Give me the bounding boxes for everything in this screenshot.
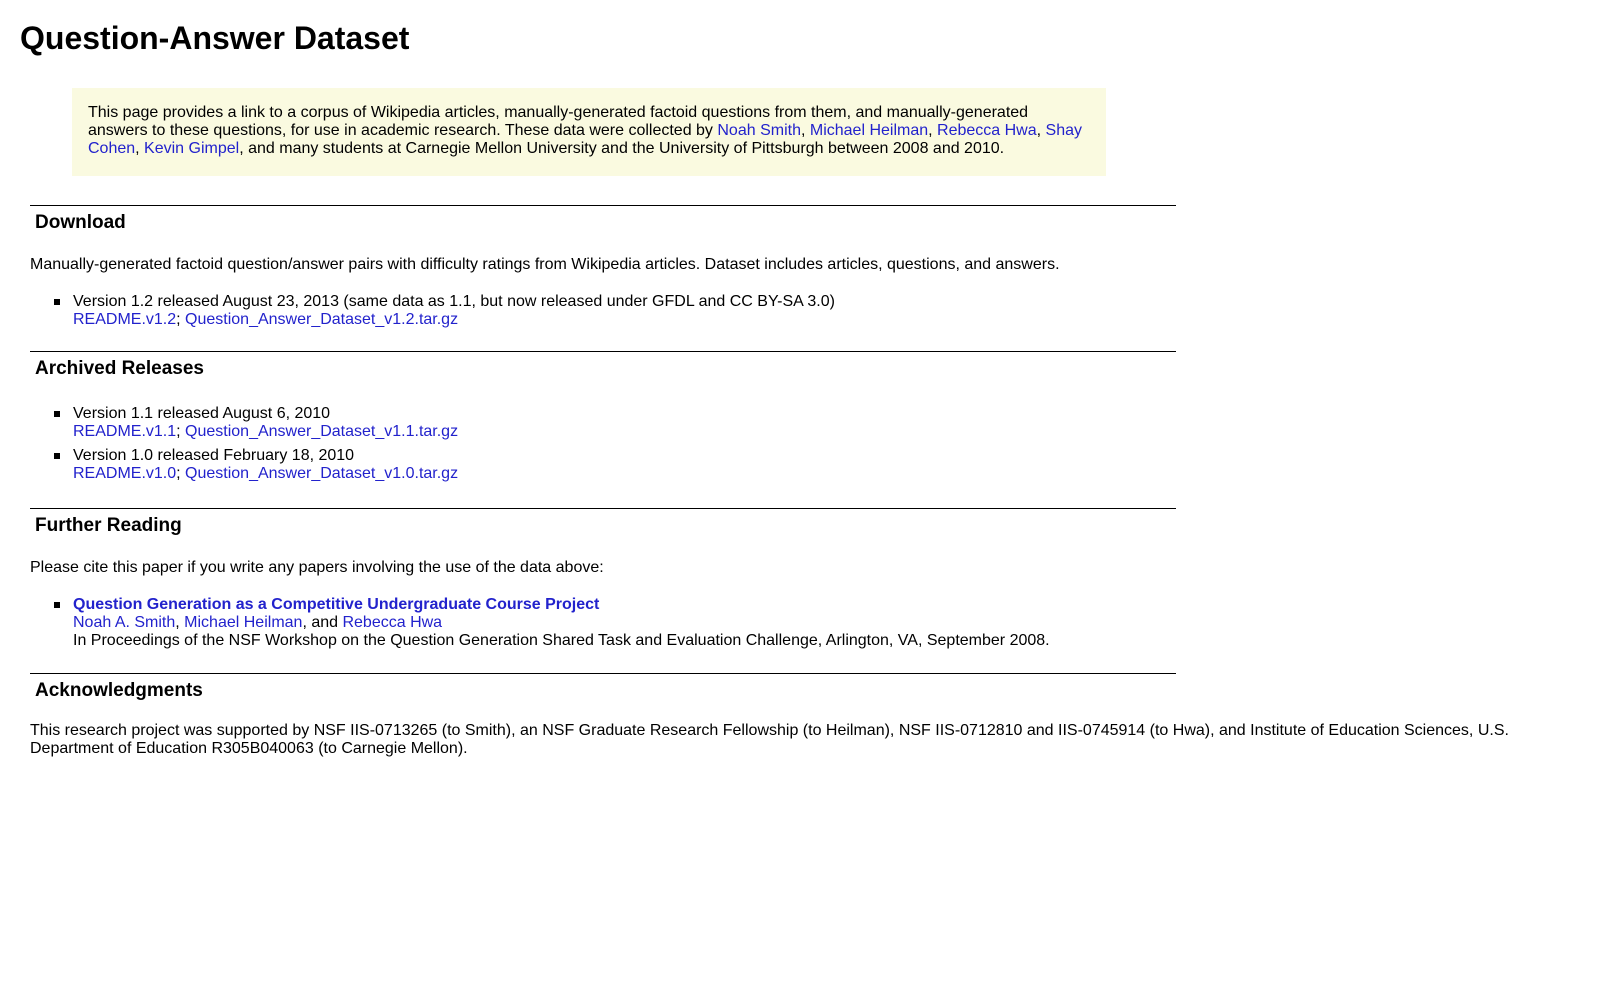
readme-link[interactable]: README.v1.2: [73, 311, 177, 328]
release-label: Version 1.1 released August 6, 2010: [73, 405, 331, 422]
release-label: Version 1.2 released August 23, 2013 (same data as 1.1, but now released under GFDL and CC BY-SA 3.0): [73, 293, 835, 310]
archived-list: [30, 405, 458, 489]
release-links: README.v1.0; Question_Answer_Dataset_v1.0.tar.gz: [73, 465, 459, 482]
paper-author-link[interactable]: Rebecca Hwa: [342, 614, 443, 631]
paper-title-line: [73, 596, 1050, 614]
list-item: [30, 596, 1050, 650]
intro-text-after: , and many students at Carnegie Mellon University and the University of Pittsburgh between 2008 and 2010.: [239, 140, 1005, 157]
download-heading: Download: [35, 212, 126, 233]
paper-venue: In Proceedings of the NSF Workshop on the Question Generation Shared Task and Evaluation Challenge, Arlington, VA, September 2008.: [73, 632, 1050, 649]
readme-link[interactable]: README.v1.1: [73, 423, 177, 440]
paper-authors: Noah A. Smith, Michael Heilman, and Rebecca Hwa: [73, 614, 443, 631]
archive-download-link[interactable]: Question_Answer_Dataset_v1.1.tar.gz: [185, 423, 459, 440]
paper-author-link[interactable]: Michael Heilman: [184, 614, 303, 631]
archive-download-link[interactable]: Question_Answer_Dataset_v1.0.tar.gz: [185, 465, 459, 482]
intro-text: This page provides a link to a corpus of Wikipedia articles, manually-generated factoid questions from them, and manually-generated answers to these questions, for use in academic research. These data were collected by Noah Smith, Michael Heilman, Rebecca Hwa, Shay Cohen, Kevin Gimpel, and many students at Carnegie Mellon University and the University of Pittsburgh between 2008 and 2010.: [88, 104, 1082, 157]
ack-heading: Acknowledgments: [35, 680, 203, 701]
page-title: Question-Answer Dataset: [20, 20, 410, 56]
readme-link[interactable]: README.v1.0: [73, 465, 177, 482]
ack-text: This research project was supported by NSF IIS-0713265 (to Smith), an NSF Graduate Research Fellowship (to Heilman), NSF IIS-0712810 and IIS-0745914 (to Hwa), and Institute of Education Sciences, U.S. Department of Education R305B040063 (to Carnegie Mellon).: [30, 722, 1509, 757]
list-item: [30, 405, 458, 441]
list-item: [30, 293, 835, 329]
release-links: README.v1.2; Question_Answer_Dataset_v1.2.tar.gz: [73, 311, 459, 328]
author-link-rebecca-hwa[interactable]: Rebecca Hwa: [937, 122, 1037, 139]
archived-heading: Archived Releases: [35, 358, 204, 379]
list-item: [30, 447, 458, 483]
archive-download-link[interactable]: Question_Answer_Dataset_v1.2.tar.gz: [185, 311, 459, 328]
author-link-michael-heilman[interactable]: Michael Heilman: [809, 122, 929, 139]
release-label: Version 1.0 released February 18, 2010: [73, 447, 355, 464]
release-links: README.v1.1; Question_Answer_Dataset_v1.1.tar.gz: [73, 423, 459, 440]
reading-list: [30, 596, 1050, 656]
reading-heading: Further Reading: [35, 515, 182, 536]
paper-title-link[interactable]: Question Generation as a Competitive Undergraduate Course Project: [73, 596, 600, 613]
author-link-noah-smith[interactable]: Noah Smith: [717, 122, 801, 139]
ack-section-header: [30, 673, 1176, 702]
download-list: [30, 293, 835, 335]
intro-text-before: This page provides a link to a corpus of Wikipedia articles, manually-generated factoid questions from them, and manually-generated answers to these questions, for use in academic research. These data were collected by: [88, 104, 1029, 139]
download-section-header: [30, 205, 1176, 234]
intro-box: [72, 88, 1106, 176]
author-link-shay-cohen[interactable]: Shay Cohen: [88, 122, 1082, 157]
reading-section-header: [30, 508, 1176, 537]
author-link-kevin-gimpel[interactable]: Kevin Gimpel: [144, 140, 240, 157]
paper-author-link[interactable]: Noah A. Smith: [73, 614, 176, 631]
archived-section-header: [30, 351, 1176, 380]
download-description: Manually-generated factoid question/answer pairs with difficulty ratings from Wikipedia articles. Dataset includes articles, questions, and answers.: [30, 256, 1060, 273]
reading-description: Please cite this paper if you write any papers involving the use of the data above:: [30, 559, 604, 576]
